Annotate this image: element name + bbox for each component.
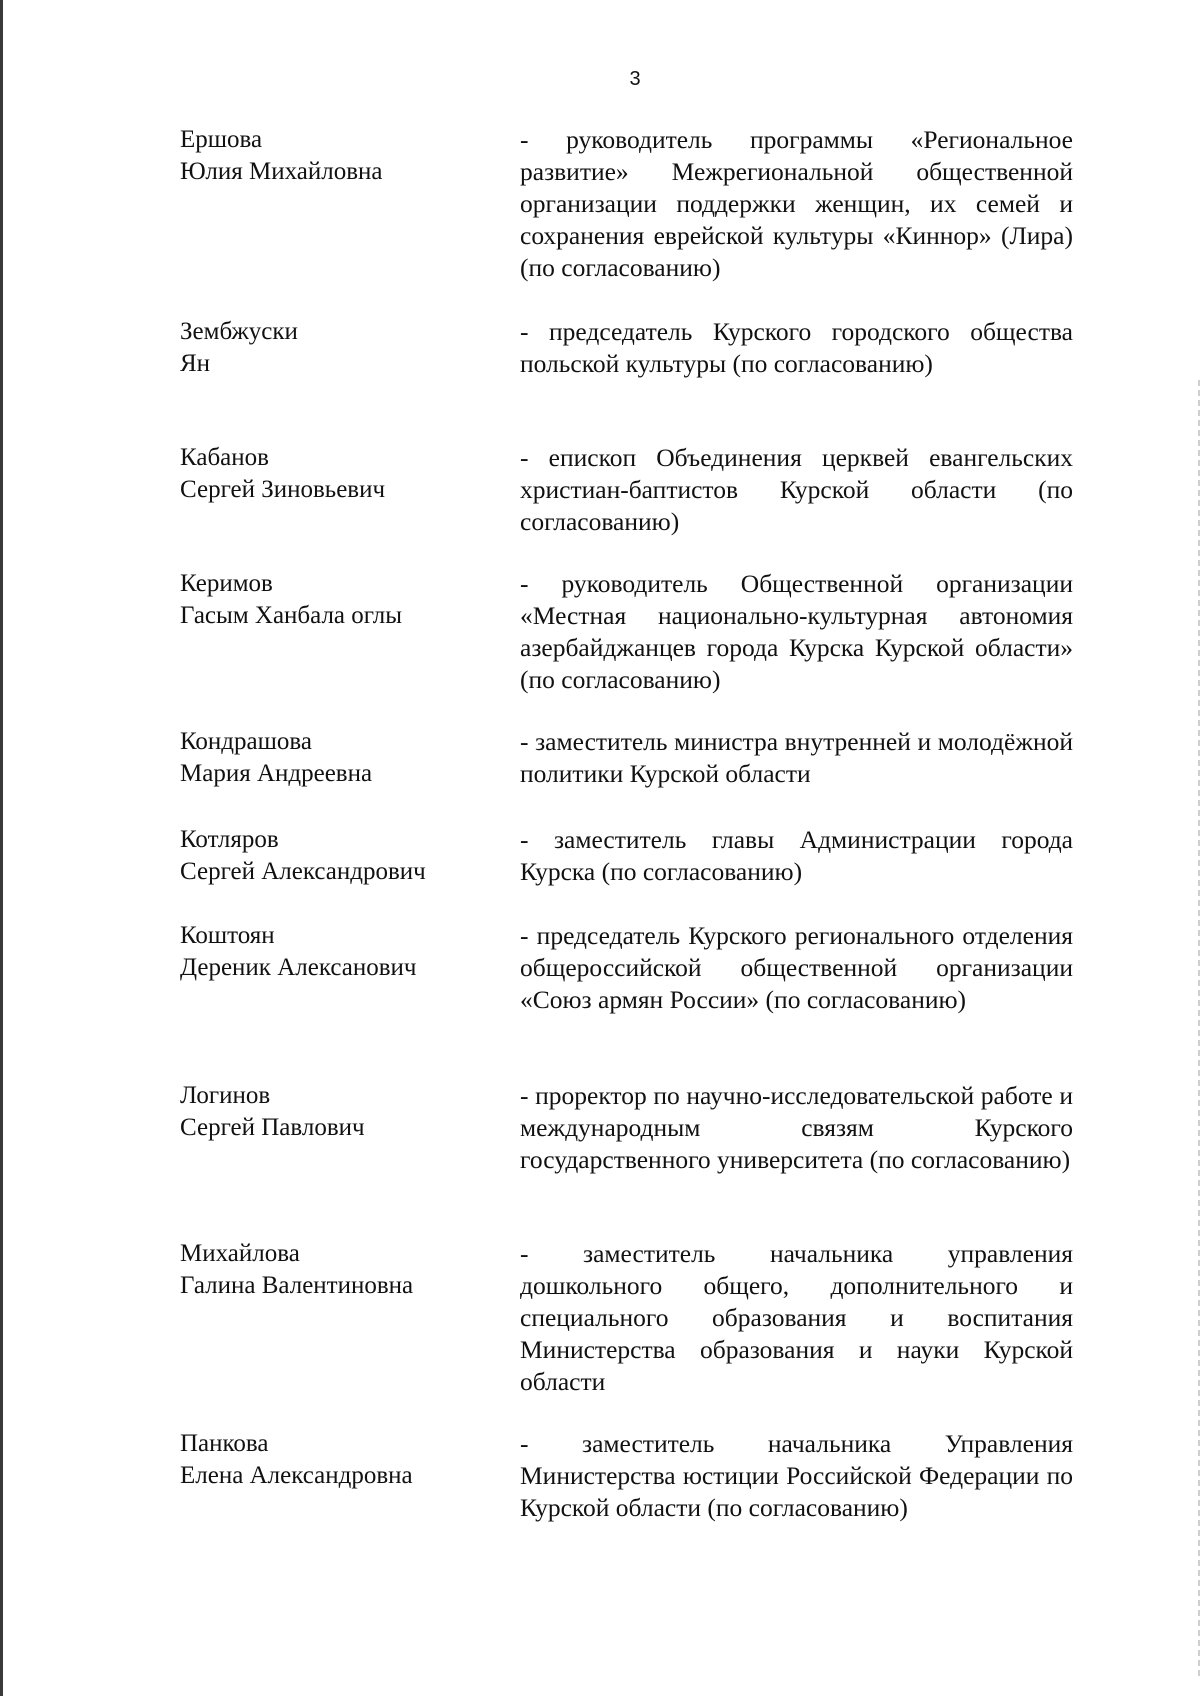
member-surname: Зембжуски [180, 318, 298, 345]
member-name [180, 920, 510, 984]
member-name [180, 824, 510, 888]
member-given-names: Сергей Александрович [180, 858, 426, 885]
member-surname: Коштоян [180, 922, 275, 949]
member-surname: Ершова [180, 126, 263, 153]
member-name [180, 1080, 510, 1144]
member-role: - заместитель начальника Управления Министерства юстиции Российской Федерации по Курской области (по согласованию) [520, 1429, 1073, 1522]
member-role: - заместитель начальника управления дошкольного общего, дополнительного и специального образования и воспитания Министерства образования и науки Курской области [520, 1239, 1073, 1396]
member-role: - заместитель министра внутренней и молодёжной политики Курской области [520, 727, 1073, 788]
member-role: - председатель Курского городского общества польской культуры (по согласованию) [520, 317, 1073, 378]
member-given-names: Дереник Алексанович [180, 954, 417, 981]
member-name [180, 442, 510, 506]
member-given-names: Гасым Ханбала оглы [180, 602, 403, 629]
member-given-names: Ян [180, 350, 211, 377]
member-given-names: Сергей Зиновьевич [180, 476, 386, 503]
page-number: 3 [629, 68, 641, 90]
member-surname: Михайлова [180, 1240, 300, 1267]
member-surname: Кондрашова [180, 728, 312, 755]
member-given-names: Галина Валентиновна [180, 1272, 414, 1299]
member-given-names: Юлия Михайловна [180, 158, 383, 185]
member-role: - проректор по научно-исследовательской работе и международным связям Курского государственного университета (по согласованию) [520, 1081, 1073, 1174]
member-name [180, 316, 510, 380]
member-surname: Логинов [180, 1082, 271, 1109]
member-surname: Керимов [180, 570, 273, 597]
member-name [180, 124, 510, 188]
member-role: - руководитель Общественной организации «Местная национально-культурная автономия азербайджанцев города Курска Курской области» (по согласованию) [520, 569, 1073, 694]
member-role: - руководитель программы «Региональное развитие» Межрегиональной общественной организации поддержки женщин, их семей и сохранения еврейской культуры «Киннор» (Лира) (по согласованию) [520, 125, 1073, 282]
member-surname: Кабанов [180, 444, 269, 471]
member-surname: Котляров [180, 826, 279, 853]
member-role: - заместитель главы Администрации города Курска (по согласованию) [520, 825, 1073, 886]
member-given-names: Сергей Павлович [180, 1114, 365, 1141]
member-name [180, 1238, 510, 1302]
member-given-names: Мария Андреевна [180, 760, 373, 787]
member-surname: Панкова [180, 1430, 269, 1457]
member-role: - председатель Курского регионального отделения общероссийской общественной организации «Союз армян России» (по согласованию) [520, 921, 1073, 1014]
member-given-names: Елена Александровна [180, 1462, 413, 1489]
member-name [180, 726, 510, 790]
member-role: - епископ Объединения церквей евангельских христиан-баптистов Курской области (по согласованию) [520, 443, 1073, 536]
scan-edge-left [0, 0, 3, 1696]
member-name [180, 568, 510, 632]
member-name [180, 1428, 510, 1492]
